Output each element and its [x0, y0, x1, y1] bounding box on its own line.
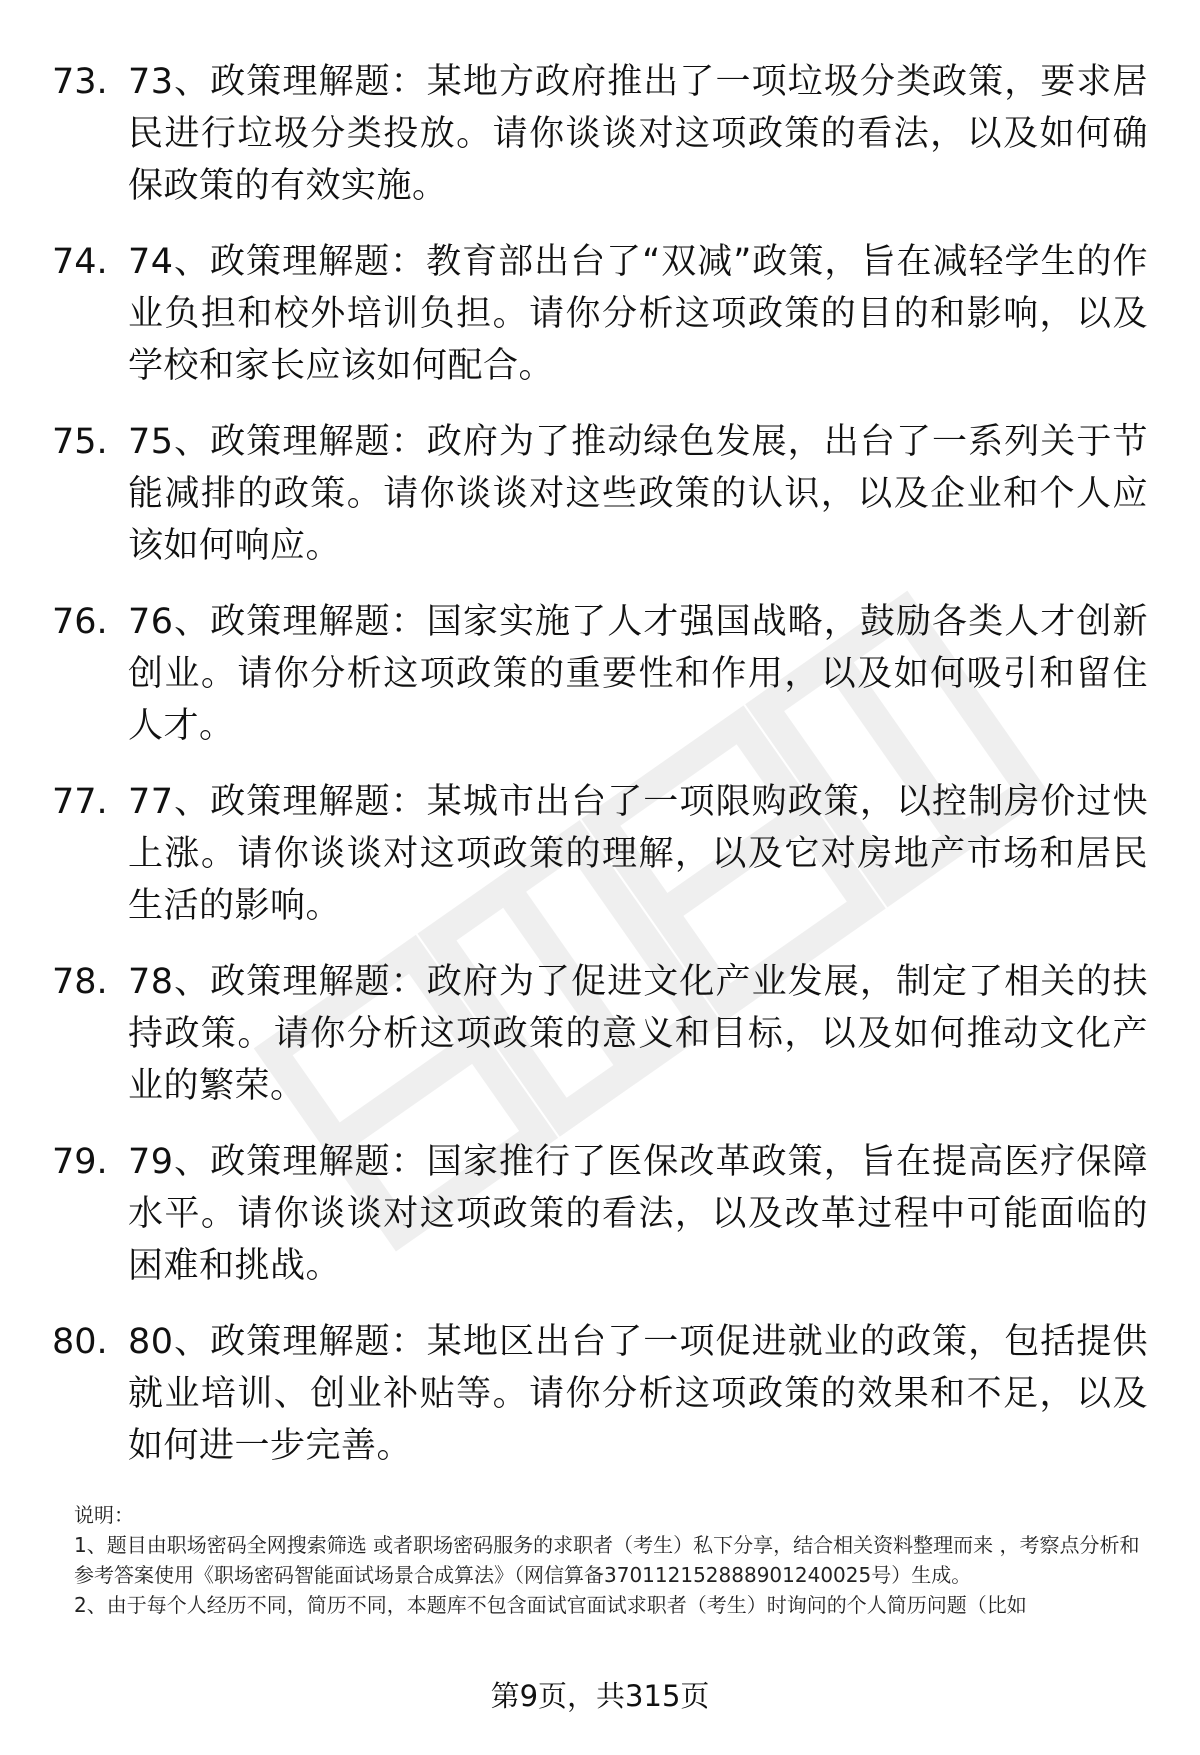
question-text: 76、政策理解题：国家实施了人才强国战略，鼓励各类人才创新创业。请你分析这项政策的重要性和作用，以及如何吸引和留住人才。 — [128, 602, 1148, 746]
question-number: 77. — [52, 782, 108, 822]
question-text: 80、政策理解题：某地区出台了一项促进就业的政策，包括提供就业培训、创业补贴等。请你分析这项政策的效果和不足，以及如何进一步完善。 — [128, 1322, 1148, 1466]
page-number: 第9页，共315页 — [490, 1679, 710, 1713]
question-number: 78. — [52, 962, 108, 1002]
question-text: 74、政策理解题：教育部出台了“双减”政策，旨在减轻学生的作业负担和校外培训负担。请你分析这项政策的目的和影响，以及学校和家长应该如何配合。 — [128, 242, 1148, 386]
notes-item: 2、由于每个人经历不同，简历不同，本题库不包含面试官面试求职者（考生）时询问的个人简历问题（比如 — [74, 1593, 1027, 1617]
notes-item: 1、题目由职场密码全网搜索筛选 或者职场密码服务的求职者（考生）私下分享，结合相关资料整理而来 ，考察点分析和参考答案使用《职场密码智能面试场景合成算法》（网信算备3701121528889012400​25号）生成。 — [74, 1533, 1140, 1587]
question-number: 74. — [52, 242, 108, 282]
question-text: 75、政策理解题：政府为了推动绿色发展，出台了一系列关于节能减排的政策。请你谈谈对这些政策的认识，以及企业和个人应该如何响应。 — [128, 422, 1148, 566]
notes-section — [74, 1500, 1142, 1620]
question-number: 76. — [52, 602, 108, 642]
question-text: 79、政策理解题：国家推行了医保改革政策，旨在提高医疗保障水平。请你谈谈对这项政策的看法，以及改革过程中可能面临的困难和挑战。 — [128, 1142, 1148, 1286]
notes-heading: 说明： — [74, 1503, 134, 1527]
question-number: 75. — [52, 422, 108, 462]
question-text: 77、政策理解题：某城市出台了一项限购政策，以控制房价过快上涨。请你谈谈对这项政策的理解，以及它对房地产市场和居民生活的影响。 — [128, 782, 1148, 926]
question-number: 79. — [52, 1142, 108, 1182]
question-text: 73、政策理解题：某地方政府推出了一项垃圾分类政策，要求居民进行垃圾分类投放。请你谈谈对这项政策的看法，以及如何确保政策的有效实施。 — [128, 62, 1148, 206]
question-text: 78、政策理解题：政府为了促进文化产业发展，制定了相关的扶持政策。请你分析这项政策的意义和目标，以及如何推动文化产业的繁荣。 — [128, 962, 1148, 1106]
question-number: 73. — [52, 62, 108, 102]
question-number: 80. — [52, 1322, 108, 1362]
